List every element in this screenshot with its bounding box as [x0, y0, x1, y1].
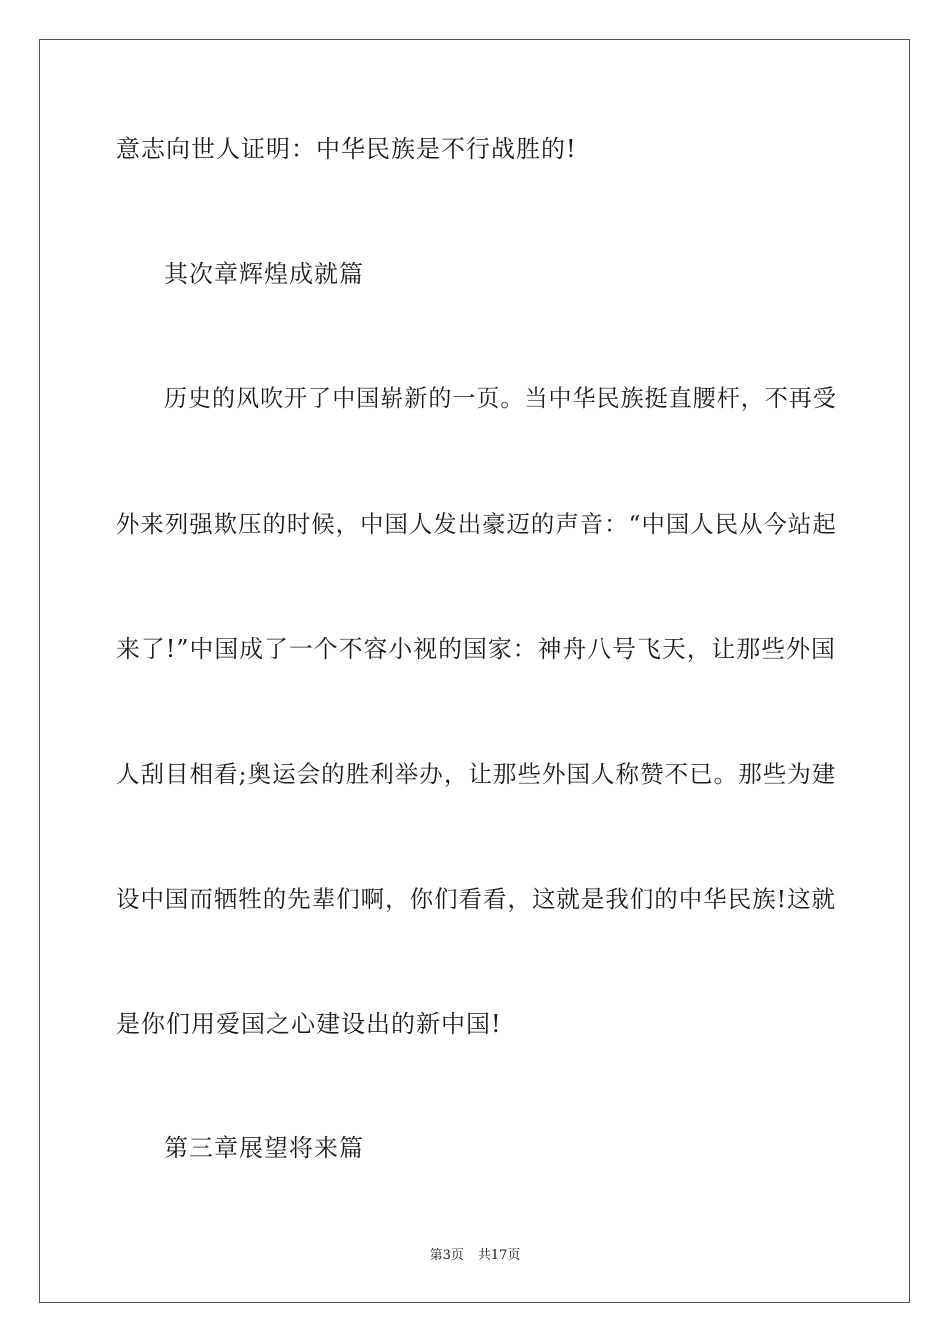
body-text-line: 意志向世人证明：中华民族是不行战胜的!	[116, 135, 577, 163]
body-text-line: 来了!”中国成了一个不容小视的国家：神舟八号飞天，让那些外国	[116, 635, 836, 663]
body-text-line: 设中国而牺牲的先辈们啊，你们看看，这就是我们的中华民族!这就	[116, 885, 837, 913]
body-text-line: 历史的风吹开了中国崭新的一页。当中华民族挺直腰杆，不再受	[164, 386, 837, 412]
page-number: 第3页	[429, 1248, 464, 1263]
chapter-heading: 第三章展望将来篇	[164, 1134, 364, 1162]
body-text-line: 是你们用爱国之心建设出的新中国!	[116, 1010, 502, 1038]
chapter-heading: 其次章辉煌成就篇	[164, 260, 364, 288]
page-footer	[0, 1247, 950, 1265]
body-text-line: 外来列强欺压的时候，中国人发出豪迈的声音：“中国人民从今站起	[116, 510, 837, 538]
body-text-line: 人刮目相看;奥运会的胜利举办，让那些外国人称赞不已。那些为建	[116, 760, 837, 788]
page-total: 共17页	[477, 1248, 521, 1263]
page-border	[39, 39, 910, 1303]
